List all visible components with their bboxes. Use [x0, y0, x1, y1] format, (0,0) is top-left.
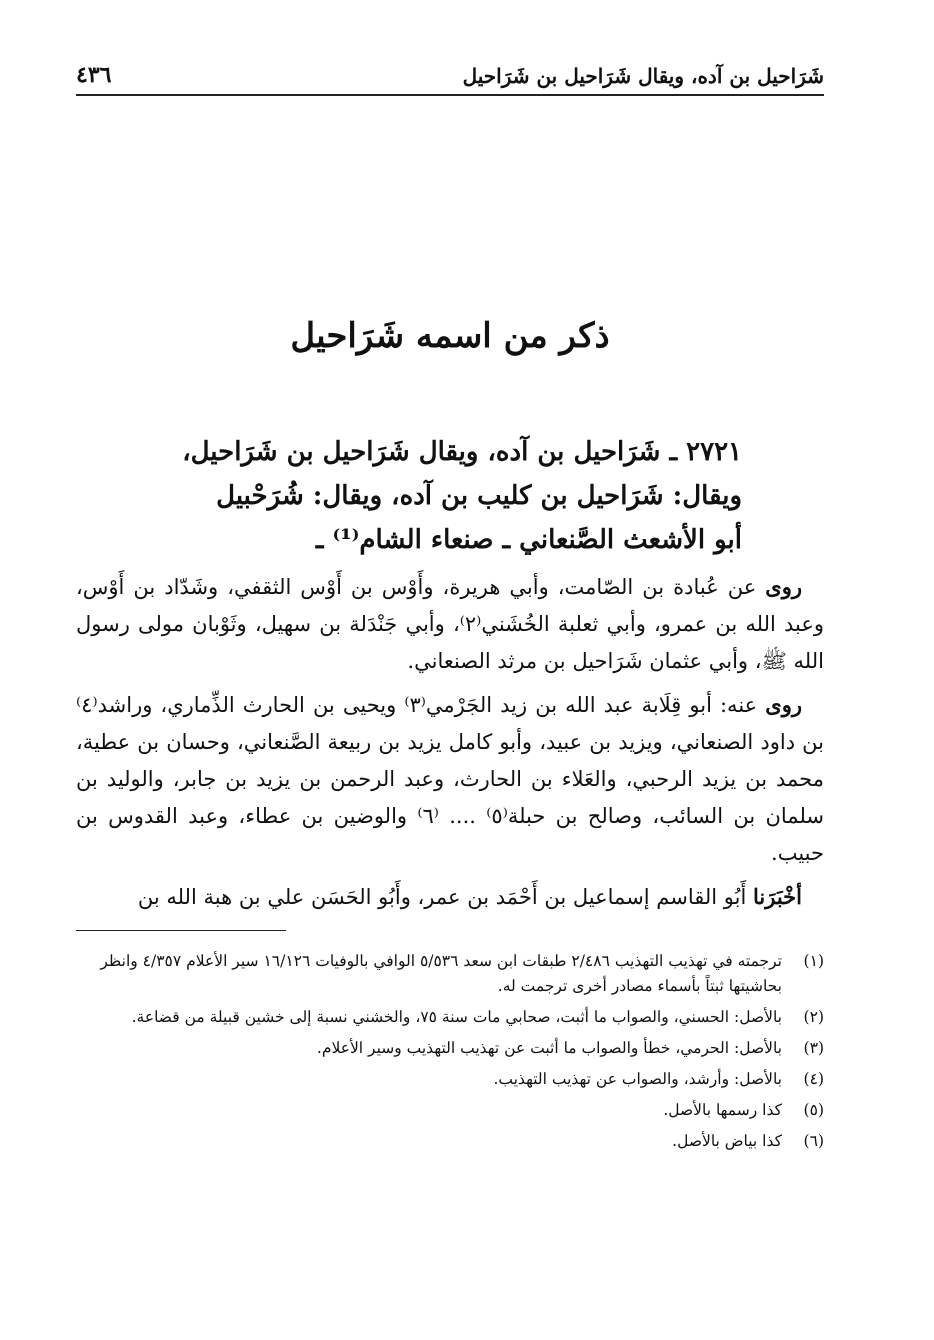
- paragraph-isnad: [76, 878, 824, 916]
- footnotes: [76, 949, 824, 1154]
- footnote-number: (١): [803, 952, 824, 970]
- entry-body: [76, 568, 824, 916]
- paragraph-text: عن عُبادة بن الصّامت، وأبي هريرة، وأَوْس بن أَوْس الثقفي، وشَدّاد بن أَوْس، وعبد الله بن عمرو، وأبي ثعلبة الخُشَني⁽٢⁾، وأبي جَنْدَلة بن سهيل، وثَوْبان مولى رسول الله ﷺ، وأبي عثمان شَرَاحيل بن مرثد الصنعاني.: [76, 575, 825, 673]
- paragraph-text: عنه: أبو قِلَابة عبد الله بن زيد الجَرْمي⁽٣⁾ ويحيى بن الحارث الذِّماري، وراشد⁽٤⁾ بن داود الصنعاني، ويزيد بن عبيد، وأبو كامل يزيد بن ربيعة الصَّنعاني، وحسان بن عطية، محمد بن يزيد الرحبي، والعَلاء بن الحارث، وعبد الرحمن بن يزيد بن جابر، والوليد بن سلمان بن السائب، وصالح بن حبلة⁽٥⁾ .... ⁽٦⁾ والوضين بن عطاء، وعبد القدوس بن حبيب.: [76, 693, 824, 865]
- footnote-text: كذا رسمها بالأصل.: [663, 1101, 782, 1119]
- running-header: [76, 58, 824, 96]
- footnote-text: كذا بياض بالأصل.: [672, 1132, 782, 1150]
- footnote: [76, 949, 824, 999]
- footnote: [76, 1098, 824, 1123]
- footnote: [76, 1005, 824, 1030]
- footnote-number: (٦): [803, 1132, 824, 1150]
- book-page: [76, 58, 824, 1298]
- footnote-divider: [76, 930, 286, 931]
- footnote-text: ترجمته في تهذيب التهذيب ٢/٤٨٦ طبقات ابن سعد ٥/٥٣٦ الوافي بالوفيات ١٦/١٢٦ سير الأعلام ٤/٣٥٧ وانظر بحاشيتها ثبتاً بأسماء مصادر أخرى ترجمت له.: [100, 952, 782, 995]
- section-title: ذكر من اسمه شَرَاحيل: [290, 316, 610, 356]
- footnote-number: (٥): [803, 1101, 824, 1119]
- page-number: ٤٣٦: [76, 62, 112, 88]
- footnote-number: (٢): [803, 1008, 824, 1026]
- running-title: شَرَاحيل بن آده، ويقال شَرَاحيل بن شَرَاحيل: [462, 64, 824, 88]
- footnote: [76, 1067, 824, 1092]
- paragraph-narrated-by: [76, 686, 824, 872]
- paragraph-lead: أخْبَرَنا: [753, 884, 802, 909]
- paragraph-text: أَبُو القاسم إسماعيل بن أَحْمَد بن عمر، وأَبُو الحَسَن علي بن هبة الله بن: [137, 885, 754, 909]
- entry-heading: [76, 430, 824, 562]
- paragraph-lead: روى: [765, 574, 802, 599]
- entry-heading-line-3: أبو الأشعث الصَّنعاني ـ صنعاء الشام⁽¹⁾ ـ: [315, 525, 742, 555]
- entry-heading-line-2: ويقال: شَرَاحيل بن كليب بن آده، ويقال: شُرَحْبيل: [216, 481, 742, 511]
- footnote-number: (٤): [803, 1070, 824, 1088]
- footnote: [76, 1129, 824, 1154]
- footnote-text: بالأصل: وأرشد، والصواب عن تهذيب التهذيب.: [493, 1070, 782, 1088]
- paragraph-narrated-from: [76, 568, 824, 680]
- footnote-text: بالأصل: الحسني، والصواب ما أثبت، صحابي مات سنة ٧٥، والخشني نسبة إلى خشين قبيلة من قضاعة.: [131, 1008, 782, 1026]
- paragraph-lead: روى: [765, 692, 803, 717]
- footnote-number: (٣): [803, 1039, 824, 1057]
- footnote: [76, 1036, 824, 1061]
- entry-heading-line-1: ٢٧٢١ ـ شَرَاحيل بن آده، ويقال شَرَاحيل بن شَرَاحيل،: [182, 437, 742, 467]
- footnote-text: بالأصل: الحرمي، خطأ والصواب ما أثبت عن تهذيب التهذيب وسير الأعلام.: [316, 1039, 782, 1057]
